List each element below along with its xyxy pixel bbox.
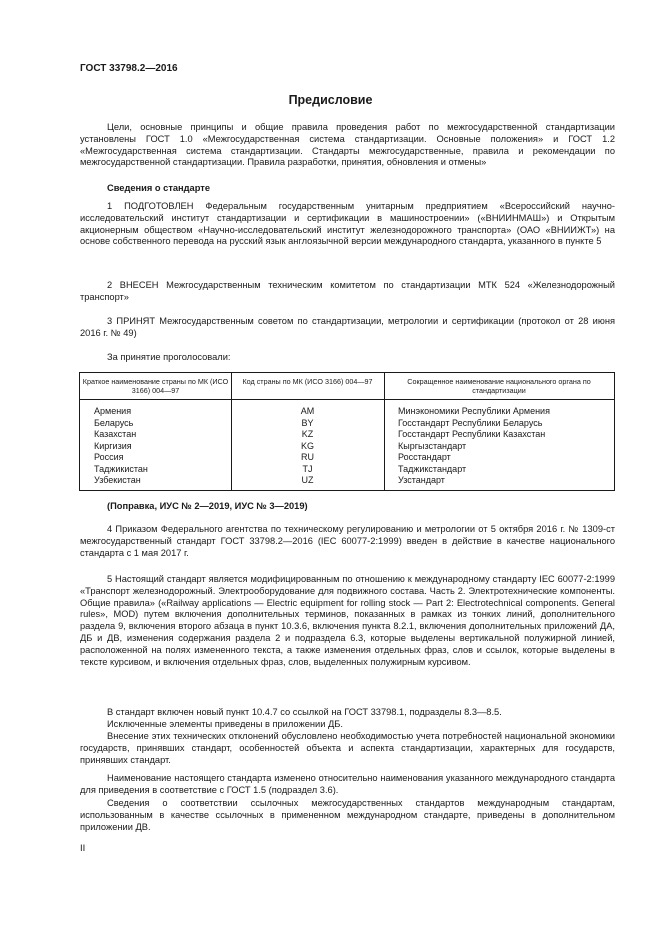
deviations-paragraph: Внесение этих технических отклонений обусловлено необходимостью учета потребностей национальной экономики государств, принявших стандарт, особенностей объекта и аспекта стандартизации, характерных для государств, принявших стандарт. [80, 731, 615, 765]
table-cell-body: Госстандарт Республики Казахстан [398, 429, 546, 439]
new-clause-paragraph: В стандарт включен новый пункт 10.4.7 со ссылкой на ГОСТ 33798.1, подразделы 8.3—8.5. [107, 707, 502, 717]
table-cell-code: AM [300, 406, 315, 416]
document-id-header: ГОСТ 33798.2—2016 [80, 63, 178, 74]
table-cell-country: Казахстан [94, 429, 137, 439]
table-divider [384, 373, 385, 490]
table-cell-code: BY [301, 417, 314, 428]
references-paragraph: Сведения о соответствии ссылочных межгосударственных стандартов международным стандартам, использованным в качестве ссылочных в примененном международном стандарте, приведены в дополнительном приложении ДВ. [80, 798, 615, 832]
name-change-paragraph: Наименование настоящего стандарта изменено относительно наименования указанного международного стандарта для приведения в соответствие с ГОСТ 1.5 (подраздел 3.6). [80, 773, 615, 795]
voting-table [79, 372, 615, 491]
section-heading: Сведения о стандарте [107, 183, 211, 193]
table-cell-code: KG [300, 440, 314, 451]
table-header-country: Краткое наименование страны по МК (ИСО 3166) 004—97 [80, 373, 231, 400]
table-header-body: Сокращенное наименование национального органа по стандартизации [384, 373, 614, 400]
table-cell-country: Таджикистан [94, 463, 148, 474]
page-title: Предисловие [288, 93, 373, 107]
table-cell-country: Армения [94, 406, 132, 416]
table-cell-code: RU [301, 452, 314, 462]
country-column [94, 406, 148, 487]
item-2-paragraph: 2 ВНЕСЕН Межгосударственным техническим комитетом по стандартизации МТК 524 «Железнодорожный транспорт» [80, 280, 615, 302]
table-header-code: Код страны по МК (ИСО 3166) 004—97 [231, 373, 384, 400]
table-cell-country: Беларусь [94, 417, 134, 428]
table-cell-body: Узстандарт [398, 475, 445, 485]
table-cell-body: Росстандарт [398, 452, 451, 462]
amendment-note: (Поправка, ИУС № 2—2019, ИУС № 3—2019) [107, 501, 308, 511]
item-4-paragraph: 4 Приказом Федерального агентства по техническому регулированию и метрологии от 5 октября 2016 г. № 1309-ст межгосударственный стандарт ГОСТ 33798.2—2016 (IEC 60077-2:1999) введен в действие в качестве национального стандарта с 1 мая 2017 г. [80, 524, 615, 558]
table-cell-country: Киргизия [94, 440, 132, 451]
excluded-paragraph: Исключенные элементы приведены в приложении ДБ. [107, 719, 343, 729]
vote-label: За принятие проголосовали: [107, 352, 231, 362]
body-column [398, 406, 550, 487]
table-cell-code: KZ [301, 429, 314, 439]
table-cell-country: Россия [94, 452, 124, 462]
table-cell-body: Кыргызстандарт [398, 440, 467, 451]
item-5-paragraph: 5 Настоящий стандарт является модифицированным по отношению к международному стандарту IEC 60077-2:1999 «Транспорт железнодорожный. Электрооборудование для подвижного состава. Часть 2. Электротехнические компоненты. Общие правила» («Railway applications — Electric equipment for rolling stock — Part 2: Electrotechnical components. General rules», MOD) путем включения дополнительных терминов, показанных в рамках из тонких линий, дополнительного раздела 9, включения второго абзаца в пункт 10.3.6, включения пункта 8.2.1, включения дополнительных приложений ДА, ДБ и ДВ, изменения содержания раздела 2 и подраздела 6.3, которые выделены вертикальной полужирной линией, расположенной на полях измененного текста, а также изменения отдельных фраз, слов и ссылок, которые выделены в тексте курсивом, и включения отдельных фраз, слов, выделенных полужирным курсивом. [80, 574, 615, 667]
intro-paragraph: Цели, основные принципы и общие правила проведения работ по межгосударственной стандартизации установлены ГОСТ 1.0 «Межгосударственная система стандартизации. Основные положения» и ГОСТ 1.2 «Межгосударственная система стандартизации. Стандарты межгосударственные, правила и рекомендации по межгосударственной стандартизации. Правила разработки, принятия, обновления и отмены» [80, 122, 615, 168]
item-3-paragraph: 3 ПРИНЯТ Межгосударственным советом по стандартизации, метрологии и сертификации (протокол от 28 июня 2016 г. № 49) [80, 316, 615, 338]
table-cell-body: Таджикстандарт [398, 463, 467, 474]
item-1-paragraph: 1 ПОДГОТОВЛЕН Федеральным государственным унитарным предприятием «Всероссийский научно-исследовательский институт стандартизации и сертификации в машиностроении» («ВНИИНМАШ») и Открытым акционерным обществом «Научно-исследовательский институт железнодорожного транспорта» (ОАО «ВНИИЖТ») на основе собственного перевода на русский язык англоязычной версии международного стандарта, указанного в пункте 5 [80, 201, 615, 247]
table-cell-code: UZ [301, 475, 314, 485]
table-cell-body: Госстандарт Республики Беларусь [398, 417, 543, 428]
page-number: II [80, 843, 86, 854]
table-cell-country: Узбекистан [94, 475, 141, 485]
table-cell-body: Минэкономики Республики Армения [398, 406, 550, 416]
table-cell-code: TJ [302, 463, 313, 474]
code-column [231, 406, 384, 487]
